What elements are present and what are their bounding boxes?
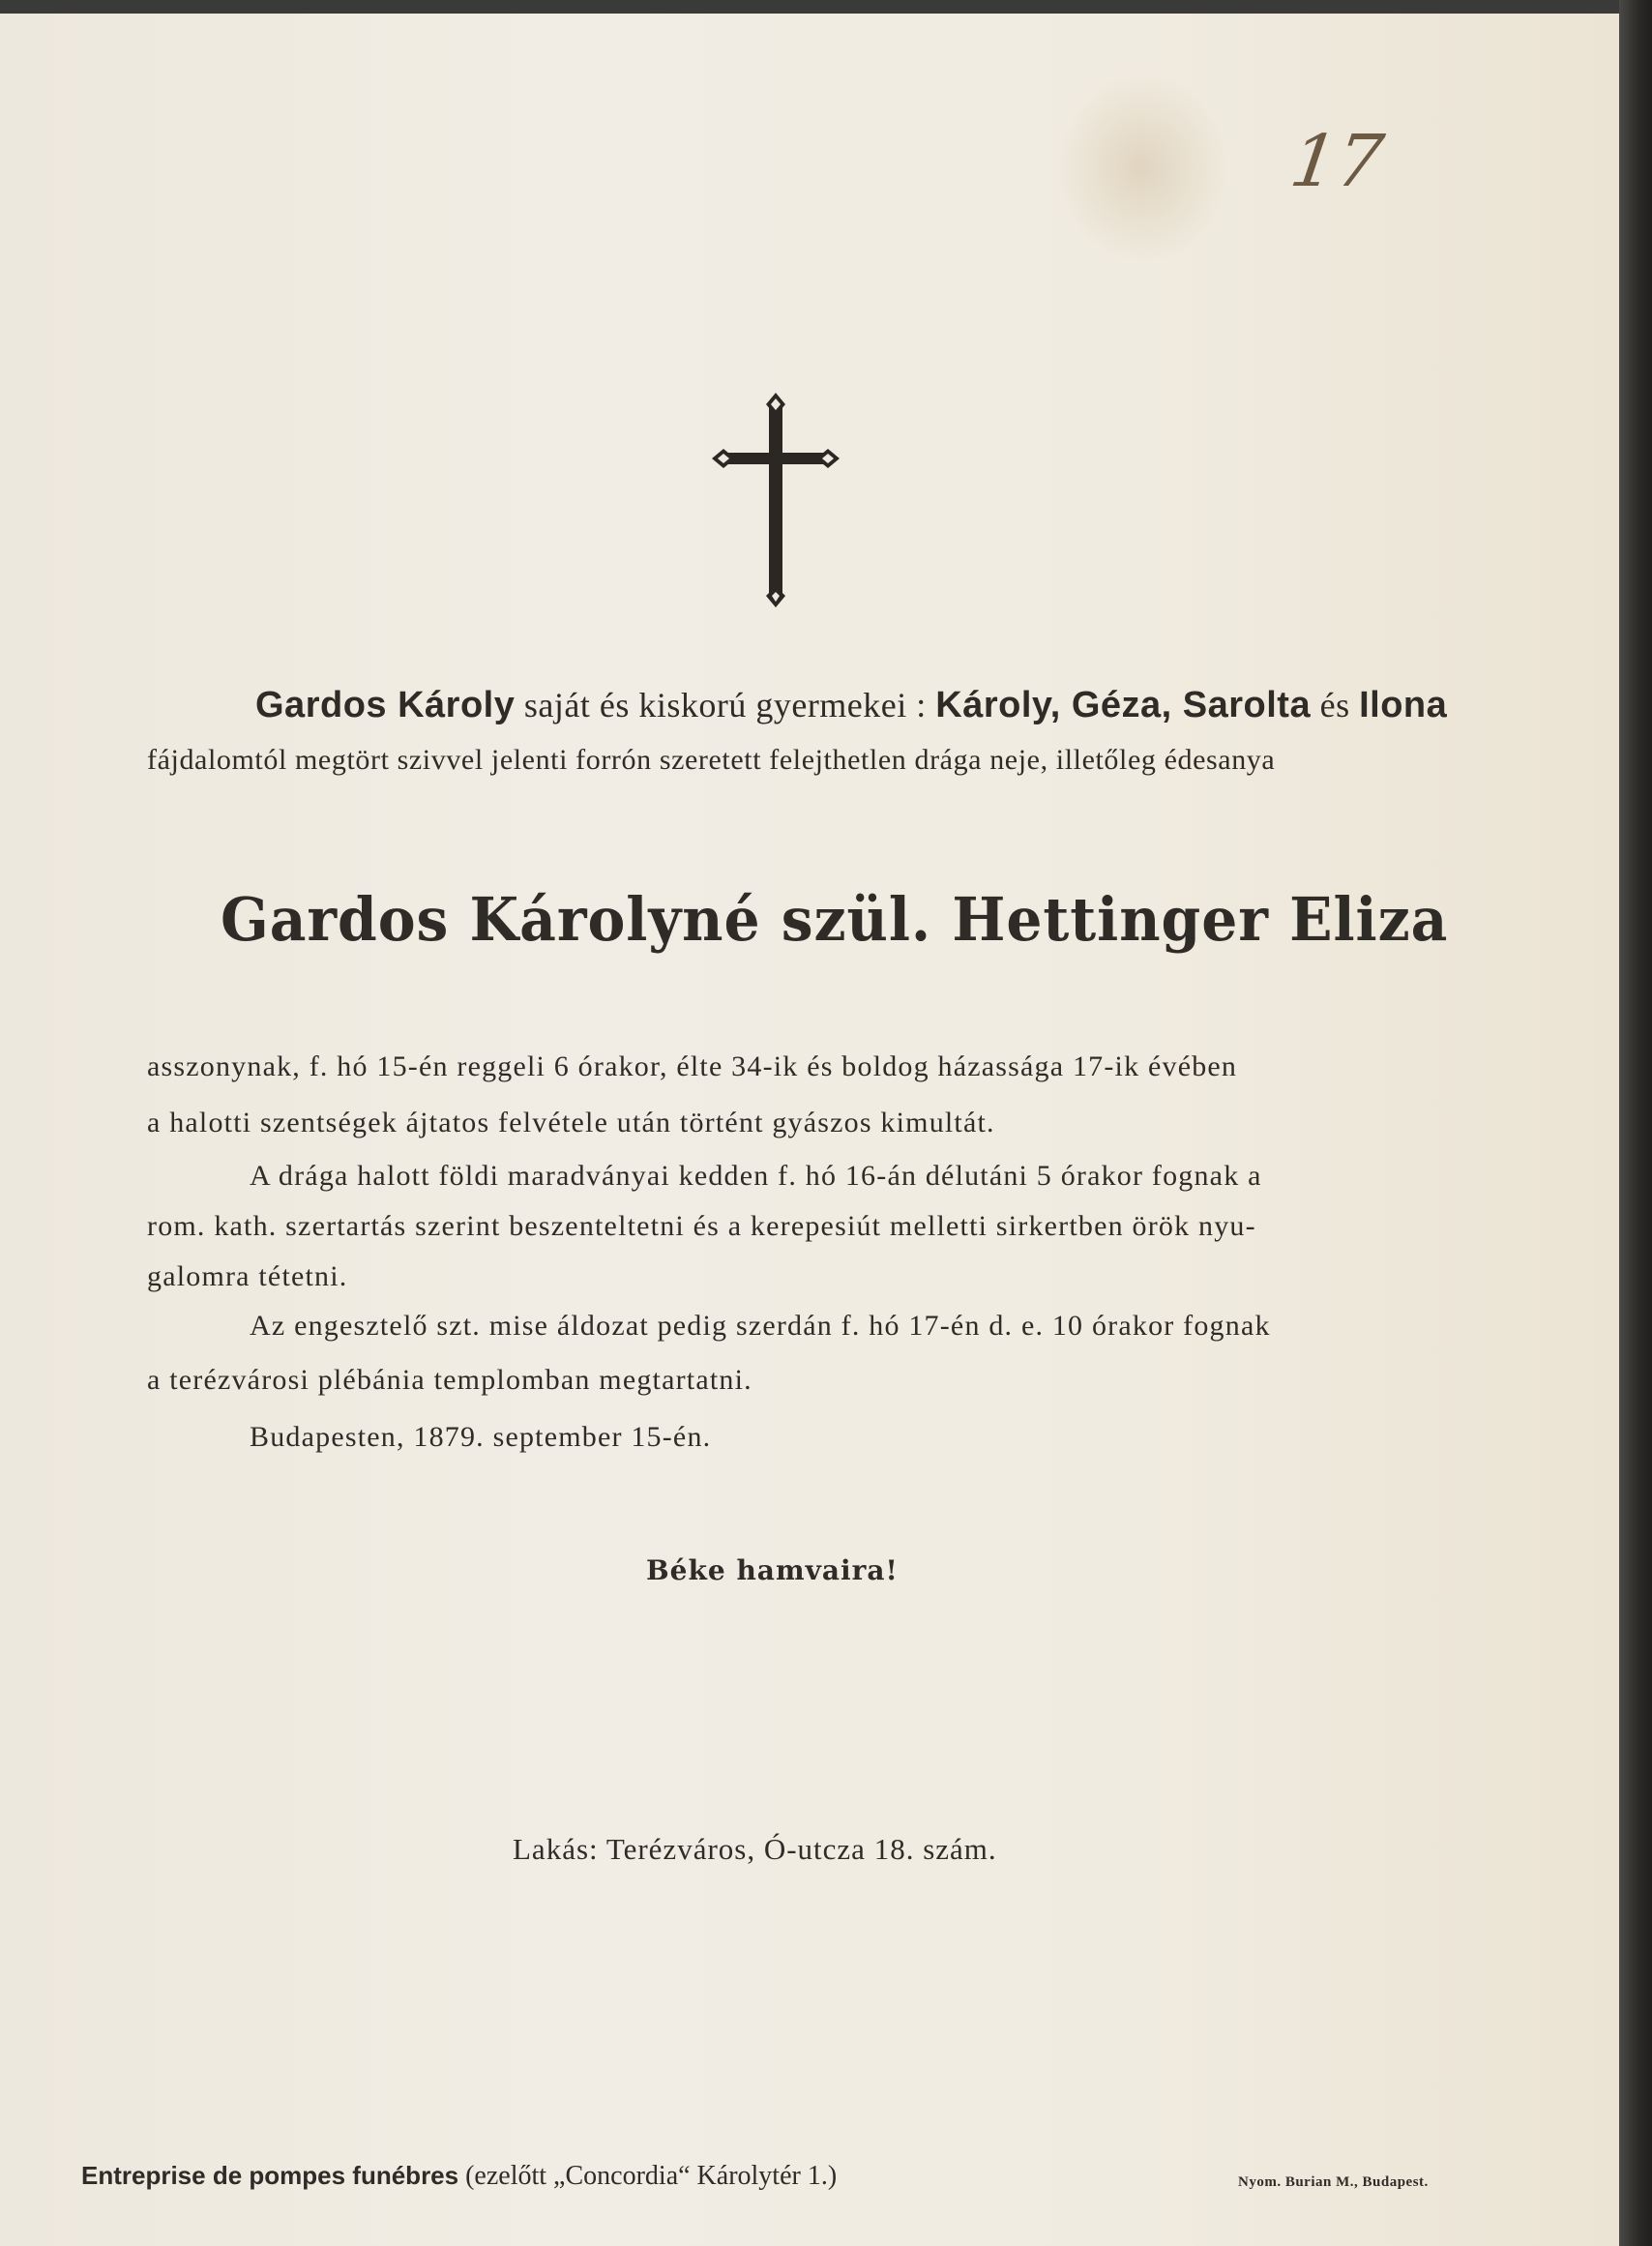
peace-line: Béke hamvaira! (646, 1554, 899, 1586)
last-child-name: Ilona (1359, 685, 1448, 725)
paper-stain (1054, 72, 1228, 265)
document-page (0, 14, 1625, 2246)
date-line: Budapesten, 1879. september 15-én. (250, 1421, 712, 1453)
paragraph-2-line-3: galomra tétetni. (147, 1260, 348, 1292)
announcement-header-line (255, 685, 1447, 726)
announcement-line-2: fájdalomtól megtört szivvel jelenti forrón szeretett felejthetlen drága neje, illetőleg édesanya (147, 744, 1276, 776)
paragraph-3-line-1: Az engesztelő szt. mise áldozat pedig szerdán f. hó 17-én d. e. 10 órakor fognak (250, 1310, 1271, 1342)
header-phrase: saját és kiskorú gyermekei : (523, 686, 927, 724)
binding-edge (1619, 0, 1652, 2246)
paragraph-1-line-2: a halotti szentségek ájtatos felvétele után történt gyászos kimultát. (147, 1107, 995, 1138)
archive-number: 17 (1284, 120, 1389, 203)
deceased-name: Gardos Károlyné szül. Hettinger Eliza (221, 884, 1449, 955)
printer-credit: Nyom. Burian M., Budapest. (1238, 2174, 1429, 2190)
funeral-home-name: Entreprise de pompes funébres (81, 2161, 459, 2190)
paragraph-2-line-2: rom. kath. szertartás szerint beszenteltetni és a kerepesiút melletti sirkertben örök nyu- (147, 1210, 1256, 1242)
funeral-home-address: (ezelőtt „Concordia“ Károlytér 1.) (465, 2161, 838, 2191)
residence-line: Lakás: Terézváros, Ó-utcza 18. szám. (513, 1832, 997, 1866)
children-names: Károly, Géza, Sarolta (935, 685, 1312, 725)
cross-icon (712, 393, 840, 607)
funeral-home-line (81, 2161, 837, 2192)
paragraph-2-line-1: A drága halott földi maradványai kedden f. hó 16-án délutáni 5 órakor fognak a (250, 1160, 1262, 1192)
paragraph-1-line-1: asszonynak, f. hó 15-én reggeli 6 órakor, élte 34-ik és boldog házassága 17-ik évében (147, 1050, 1238, 1082)
father-name: Gardos Károly (255, 685, 516, 725)
paragraph-3-line-2: a terézvárosi plébánia templomban megtartatni. (147, 1364, 752, 1396)
header-and: és (1319, 686, 1350, 724)
